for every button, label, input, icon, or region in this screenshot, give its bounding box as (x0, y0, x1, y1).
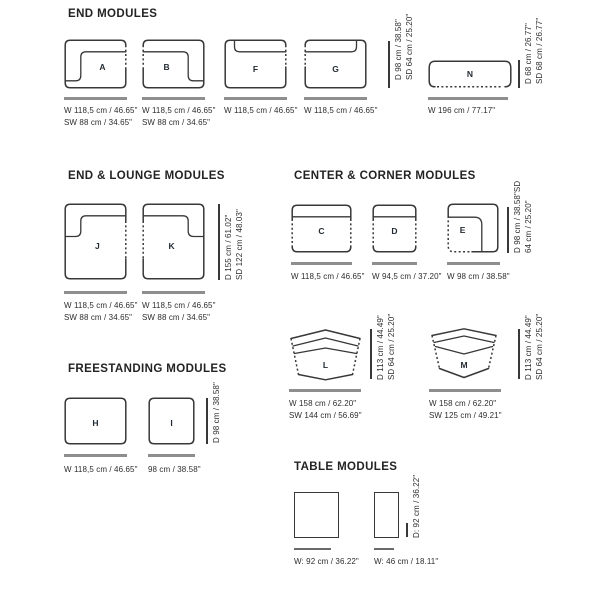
depth-label-center-corner: D 98 cm / 38.58"SD 64 cm / 25.20" (513, 180, 533, 253)
module-h-dimensions: W 118,5 cm / 46.65" (64, 465, 138, 474)
depth-label-l: D 113 cm / 44.49" SD 64 cm / 25.20" (376, 313, 396, 380)
module-letter: B (163, 61, 170, 72)
section-title-center-corner-modules: CENTER & CORNER MODULES (294, 170, 476, 182)
module-letter: H (92, 417, 99, 428)
module-l-dimensions: W 158 cm / 62.20" SW 144 cm / 56.69" (289, 399, 362, 420)
width-dimension-bar (291, 262, 352, 265)
section-title-end-modules: END MODULES (68, 8, 158, 20)
table-module-large (294, 492, 339, 538)
module-letter: D (391, 225, 398, 236)
width-dimension-bar (64, 97, 127, 100)
module-b-diagram (142, 39, 205, 89)
table-small-dimensions: W: 46 cm / 18.11" (374, 557, 439, 566)
module-letter: I (170, 417, 173, 428)
module-n-dimensions: W 196 cm / 77.17" (428, 106, 496, 115)
module-k-dimensions: W 118,5 cm / 46.65" SW 88 cm / 34.65" (142, 301, 216, 322)
module-letter: M (460, 360, 468, 371)
module-h-diagram (64, 397, 127, 445)
width-dimension-bar (289, 389, 361, 392)
width-dimension-bar (148, 454, 195, 457)
module-letter: F (252, 63, 259, 74)
width-dimension-bar (224, 97, 287, 100)
module-letter: L (322, 359, 329, 370)
module-f-diagram (224, 39, 287, 89)
section-title-table-modules: TABLE MODULES (294, 461, 398, 473)
width-dimension-bar (429, 389, 501, 392)
module-letter: A (99, 61, 106, 72)
module-e-diagram (447, 203, 499, 253)
depth-dimension-line (518, 60, 520, 88)
module-i-diagram (148, 397, 195, 445)
module-d-diagram (372, 204, 417, 253)
module-a-dimensions: W 118,5 cm / 46.65" SW 88 cm / 34.65" (64, 106, 138, 127)
width-dimension-bar (142, 97, 205, 100)
width-dimension-bar (372, 262, 417, 265)
module-m-diagram (429, 326, 499, 382)
depth-label-table: D: 92 cm / 36.22" (412, 474, 421, 538)
module-j-dimensions: W 118,5 cm / 46.65" SW 88 cm / 34.65" (64, 301, 138, 322)
depth-dimension-line (518, 329, 520, 379)
width-dimension-bar (304, 97, 367, 100)
depth-label-freestanding: D 98 cm / 38.58" (212, 382, 221, 443)
module-k-diagram (142, 203, 205, 280)
depth-dimension-line (406, 523, 408, 537)
depth-dimension-line (507, 207, 509, 253)
module-letter: J (95, 241, 100, 252)
module-letter: G (332, 63, 339, 74)
module-g-dimensions: W 118,5 cm / 46.65" (304, 106, 378, 115)
module-i-dimensions: 98 cm / 38.58" (148, 465, 201, 474)
section-title-end-lounge-modules: END & LOUNGE MODULES (68, 170, 225, 182)
module-l-diagram (289, 327, 362, 381)
module-c-dimensions: W 118,5 cm / 46.65" (291, 272, 365, 281)
depth-dimension-line (218, 204, 220, 280)
module-letter: K (168, 241, 175, 252)
depth-dimension-line (370, 329, 372, 379)
depth-label-m: D 113 cm / 44.49" SD 64 cm / 25.20" (524, 313, 544, 380)
width-dimension-bar (64, 291, 127, 294)
module-letter: E (459, 225, 466, 235)
module-a-diagram (64, 39, 127, 89)
depth-label-end-lounge: D 155 cm / 61.02" SD 122 cm / 48.03" (224, 209, 244, 280)
depth-dimension-line (388, 41, 390, 88)
module-letter: C (318, 225, 325, 236)
width-dimension-bar (142, 291, 205, 294)
module-j-diagram (64, 203, 127, 280)
depth-dimension-line (206, 398, 208, 444)
depth-label-end: D 98 cm / 38.58" SD 64 cm / 25.20" (394, 13, 414, 80)
module-g-diagram (304, 39, 367, 89)
width-dimension-bar (447, 262, 500, 265)
width-dimension-bar (64, 454, 127, 457)
width-dimension-bar (374, 548, 394, 550)
module-n-diagram (428, 60, 512, 88)
module-b-dimensions: W 118,5 cm / 46.65" SW 88 cm / 34.65" (142, 106, 216, 127)
depth-label-n: D 68 cm / 26.77" SD 68 cm / 26.77" (524, 17, 544, 84)
module-e-dimensions: W 98 cm / 38.58" (447, 272, 510, 281)
module-f-dimensions: W 118,5 cm / 46.65" (224, 106, 298, 115)
module-m-dimensions: W 158 cm / 62.20" SW 125 cm / 49.21" (429, 399, 502, 420)
section-title-freestanding-modules: FREESTANDING MODULES (68, 363, 227, 375)
table-module-small (374, 492, 399, 538)
module-letter: N (466, 69, 474, 79)
module-c-diagram (291, 204, 352, 253)
width-dimension-bar (428, 97, 508, 100)
module-d-dimensions: W 94,5 cm / 37.20" (372, 272, 442, 281)
table-large-dimensions: W: 92 cm / 36.22" (294, 557, 359, 566)
width-dimension-bar (294, 548, 331, 550)
